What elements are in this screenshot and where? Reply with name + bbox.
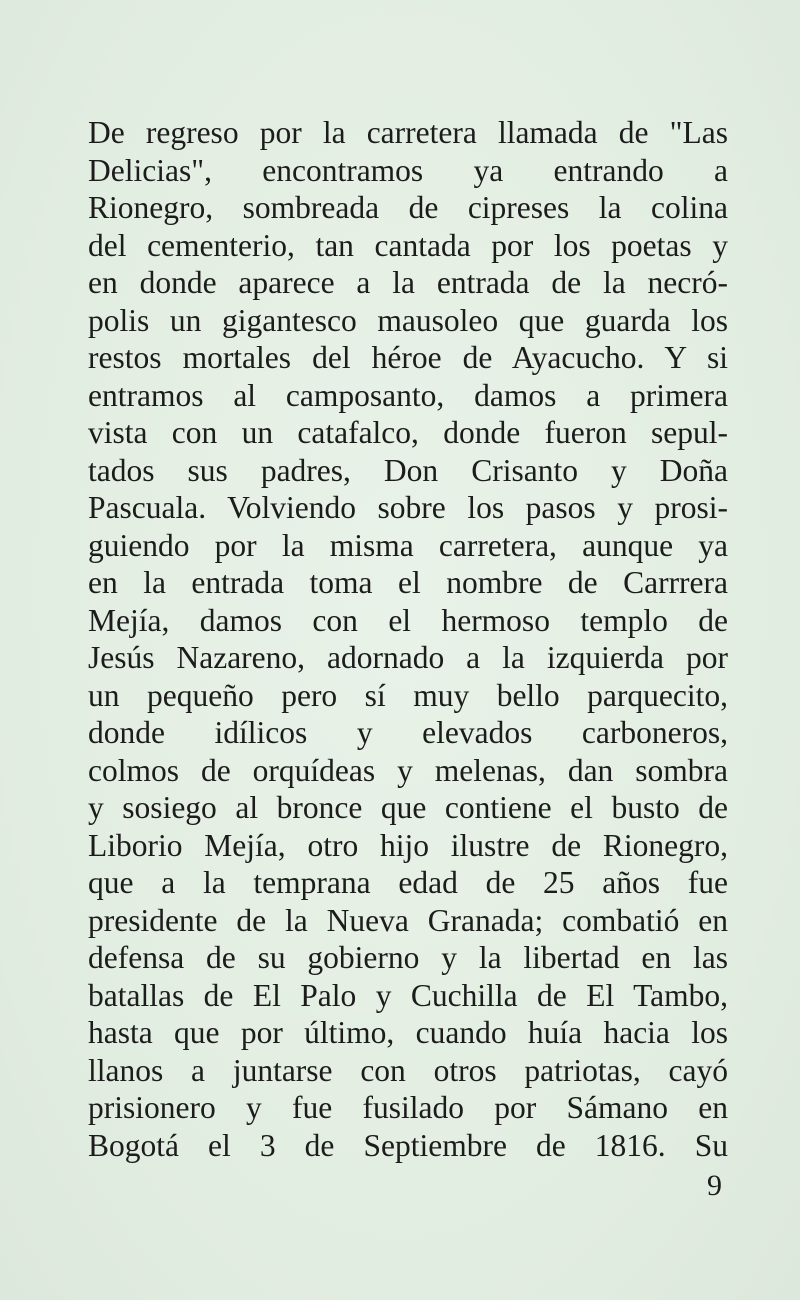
text-line: llanos a juntarse con otros patriotas, cayó — [88, 1052, 728, 1088]
text-line: un pequeño pero sí muy bello parquecito, — [88, 677, 728, 713]
text-line: entramos al camposanto, damos a primera — [88, 377, 728, 413]
text-line: en donde aparece a la entrada de la necró- — [88, 265, 728, 300]
text-line: que a la temprana edad de 25 años fue — [88, 865, 728, 900]
text-line: Mejía, damos con el hermoso templo de — [88, 602, 728, 638]
text-line: prisionero y fue fusilado por Sámano en — [88, 1090, 728, 1125]
text-line: colmos de orquídeas y melenas, dan sombra — [88, 752, 728, 788]
text-line: Delicias", encontramos ya entrando a — [88, 152, 728, 188]
text-line: Pascuala. Volviendo sobre los pasos y prosi- — [88, 490, 728, 525]
page-number: 9 — [707, 1169, 722, 1202]
text-line: donde idílicos y elevados carboneros, — [88, 715, 728, 750]
text-line: Rionegro, sombreada de cipreses la colina — [88, 190, 728, 225]
text-line: hasta que por último, cuando huía hacia los — [88, 1015, 728, 1050]
text-line: defensa de su gobierno y la libertad en las — [88, 940, 728, 975]
text-line: guiendo por la misma carretera, aunque ya — [88, 527, 728, 563]
text-line: presidente de la Nueva Granada; combatió en — [88, 902, 728, 938]
text-line: Bogotá el 3 de Septiembre de 1816. Su — [88, 1127, 728, 1163]
text-line: vista con un catafalco, donde fueron sepul- — [88, 415, 728, 450]
text-line: restos mortales del héroe de Ayacucho. Y si — [88, 340, 728, 375]
text-line: del cementerio, tan cantada por los poetas y — [88, 227, 728, 263]
text-line: tados sus padres, Don Crisanto y Doña — [88, 452, 728, 488]
text-line: Jesús Nazareno, adornado a la izquierda por — [88, 640, 728, 675]
text-line: batallas de El Palo y Cuchilla de El Tambo, — [88, 977, 728, 1013]
text-line: Liborio Mejía, otro hijo ilustre de Rionegro, — [88, 827, 728, 863]
text-line: y sosiego al bronce que contiene el busto de — [88, 790, 728, 825]
text-line: en la entrada toma el nombre de Carrrera — [88, 565, 728, 600]
body-paragraph — [88, 114, 728, 1164]
text-line: polis un gigantesco mausoleo que guarda los — [88, 302, 728, 338]
text-line: De regreso por la carretera llamada de "Las — [88, 115, 728, 150]
